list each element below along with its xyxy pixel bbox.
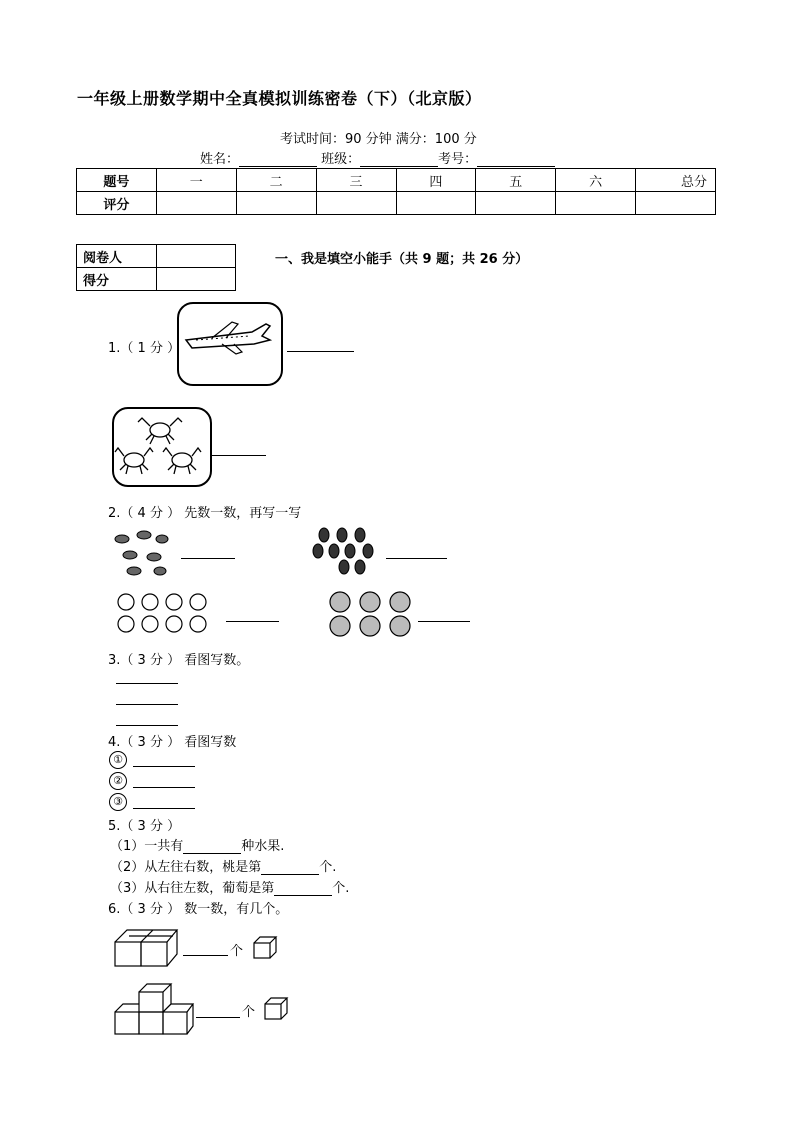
airplane-icon <box>182 318 274 358</box>
question-5b-prefix: （2）从左往右数，桃是第 <box>110 860 262 875</box>
grader-label: 阅卷人 <box>77 245 157 268</box>
answer-blank[interactable] <box>183 841 241 854</box>
page-title: 一年级上册数学期中全真模拟训练密卷（下）（北京版） <box>77 89 482 108</box>
answer-line[interactable] <box>116 725 178 726</box>
answer-line[interactable] <box>181 558 235 559</box>
answer-line[interactable] <box>133 808 195 809</box>
answer-line[interactable] <box>287 351 354 352</box>
score-row-label: 评分 <box>77 192 157 215</box>
answer-line[interactable] <box>116 683 178 684</box>
question-5-label: 5.（ 3 分 ） <box>108 819 181 834</box>
question-5c-suffix: 个. <box>332 881 350 896</box>
apples-icon <box>328 588 414 640</box>
candies-icon <box>110 525 172 577</box>
question-5b-suffix: 个. <box>319 860 337 875</box>
answer-line[interactable] <box>133 787 195 788</box>
score-input-cell[interactable] <box>396 192 476 215</box>
cube-stack-1-icon <box>113 928 179 968</box>
unit-cube-icon <box>253 936 279 960</box>
score-cell: 一 <box>156 169 236 192</box>
grader-input-cell[interactable] <box>156 245 236 268</box>
answer-line[interactable] <box>418 621 470 622</box>
question-5b <box>110 856 336 875</box>
score-header-row <box>77 169 716 192</box>
answer-line[interactable] <box>226 621 279 622</box>
question-5a-prefix: （1）一共有 <box>110 839 184 854</box>
score-table <box>76 168 716 215</box>
answer-line[interactable] <box>183 955 228 956</box>
section-title: 一、我是填空小能手（共 9 题；共 26 分） <box>275 252 529 267</box>
circled-number: ② <box>109 772 127 790</box>
crabs-icon <box>116 410 206 480</box>
score-cell: 六 <box>556 169 636 192</box>
exam-time: 考试时间：90 分钟 满分：100 分 <box>280 132 477 147</box>
name-label: 姓名： <box>200 152 240 167</box>
score-input-cell[interactable] <box>236 192 316 215</box>
score-input-cell[interactable] <box>316 192 396 215</box>
question-4-item <box>109 793 131 811</box>
question-5a-suffix: 种水果. <box>241 839 285 854</box>
question-5a <box>110 835 284 854</box>
question-4-label: 4.（ 3 分 ） 看图写数 <box>108 735 237 750</box>
class-field[interactable] <box>360 154 438 167</box>
answer-line[interactable] <box>133 766 195 767</box>
circled-number: ① <box>109 751 127 769</box>
score-input-cell[interactable] <box>636 192 716 215</box>
grader-score-label: 得分 <box>77 268 157 291</box>
question-6-label: 6.（ 3 分 ） 数一数，有几个。 <box>108 902 289 917</box>
score-cell: 五 <box>476 169 556 192</box>
score-input-cell[interactable] <box>556 192 636 215</box>
unit-label: 个 <box>242 1005 256 1020</box>
question-4-item <box>109 772 131 790</box>
number-field[interactable] <box>477 154 555 167</box>
question-5c <box>110 877 349 896</box>
score-cell: 总分 <box>636 169 716 192</box>
score-input-cell[interactable] <box>476 192 556 215</box>
peaches-icon <box>116 592 220 636</box>
question-1-label: 1.（ 1 分 ） <box>108 341 181 356</box>
grader-table <box>76 244 236 291</box>
name-field[interactable] <box>239 154 317 167</box>
unit-cube-icon <box>264 997 290 1021</box>
answer-line[interactable] <box>212 455 266 456</box>
question-4-item <box>109 751 131 769</box>
question-2-label: 2.（ 4 分 ） 先数一数，再写一写 <box>108 506 302 521</box>
question-5c-prefix: （3）从右往左数，葡萄是第 <box>110 881 275 896</box>
score-cell: 题号 <box>77 169 157 192</box>
score-value-row <box>77 192 716 215</box>
student-info-line <box>200 148 555 167</box>
score-cell: 二 <box>236 169 316 192</box>
strawberries-icon <box>310 527 380 575</box>
score-cell: 四 <box>396 169 476 192</box>
question-3-label: 3.（ 3 分 ） 看图写数。 <box>108 653 250 668</box>
answer-line[interactable] <box>196 1017 240 1018</box>
answer-blank[interactable] <box>261 862 319 875</box>
cube-stack-2-icon <box>113 982 195 1036</box>
score-input-cell[interactable] <box>156 192 236 215</box>
unit-label: 个 <box>230 944 244 959</box>
answer-line[interactable] <box>386 558 447 559</box>
grader-score-cell[interactable] <box>156 268 236 291</box>
number-label: 考号： <box>438 152 478 167</box>
class-label: 班级： <box>321 152 361 167</box>
circled-number: ③ <box>109 793 127 811</box>
answer-line[interactable] <box>116 704 178 705</box>
answer-blank[interactable] <box>274 883 332 896</box>
score-cell: 三 <box>316 169 396 192</box>
